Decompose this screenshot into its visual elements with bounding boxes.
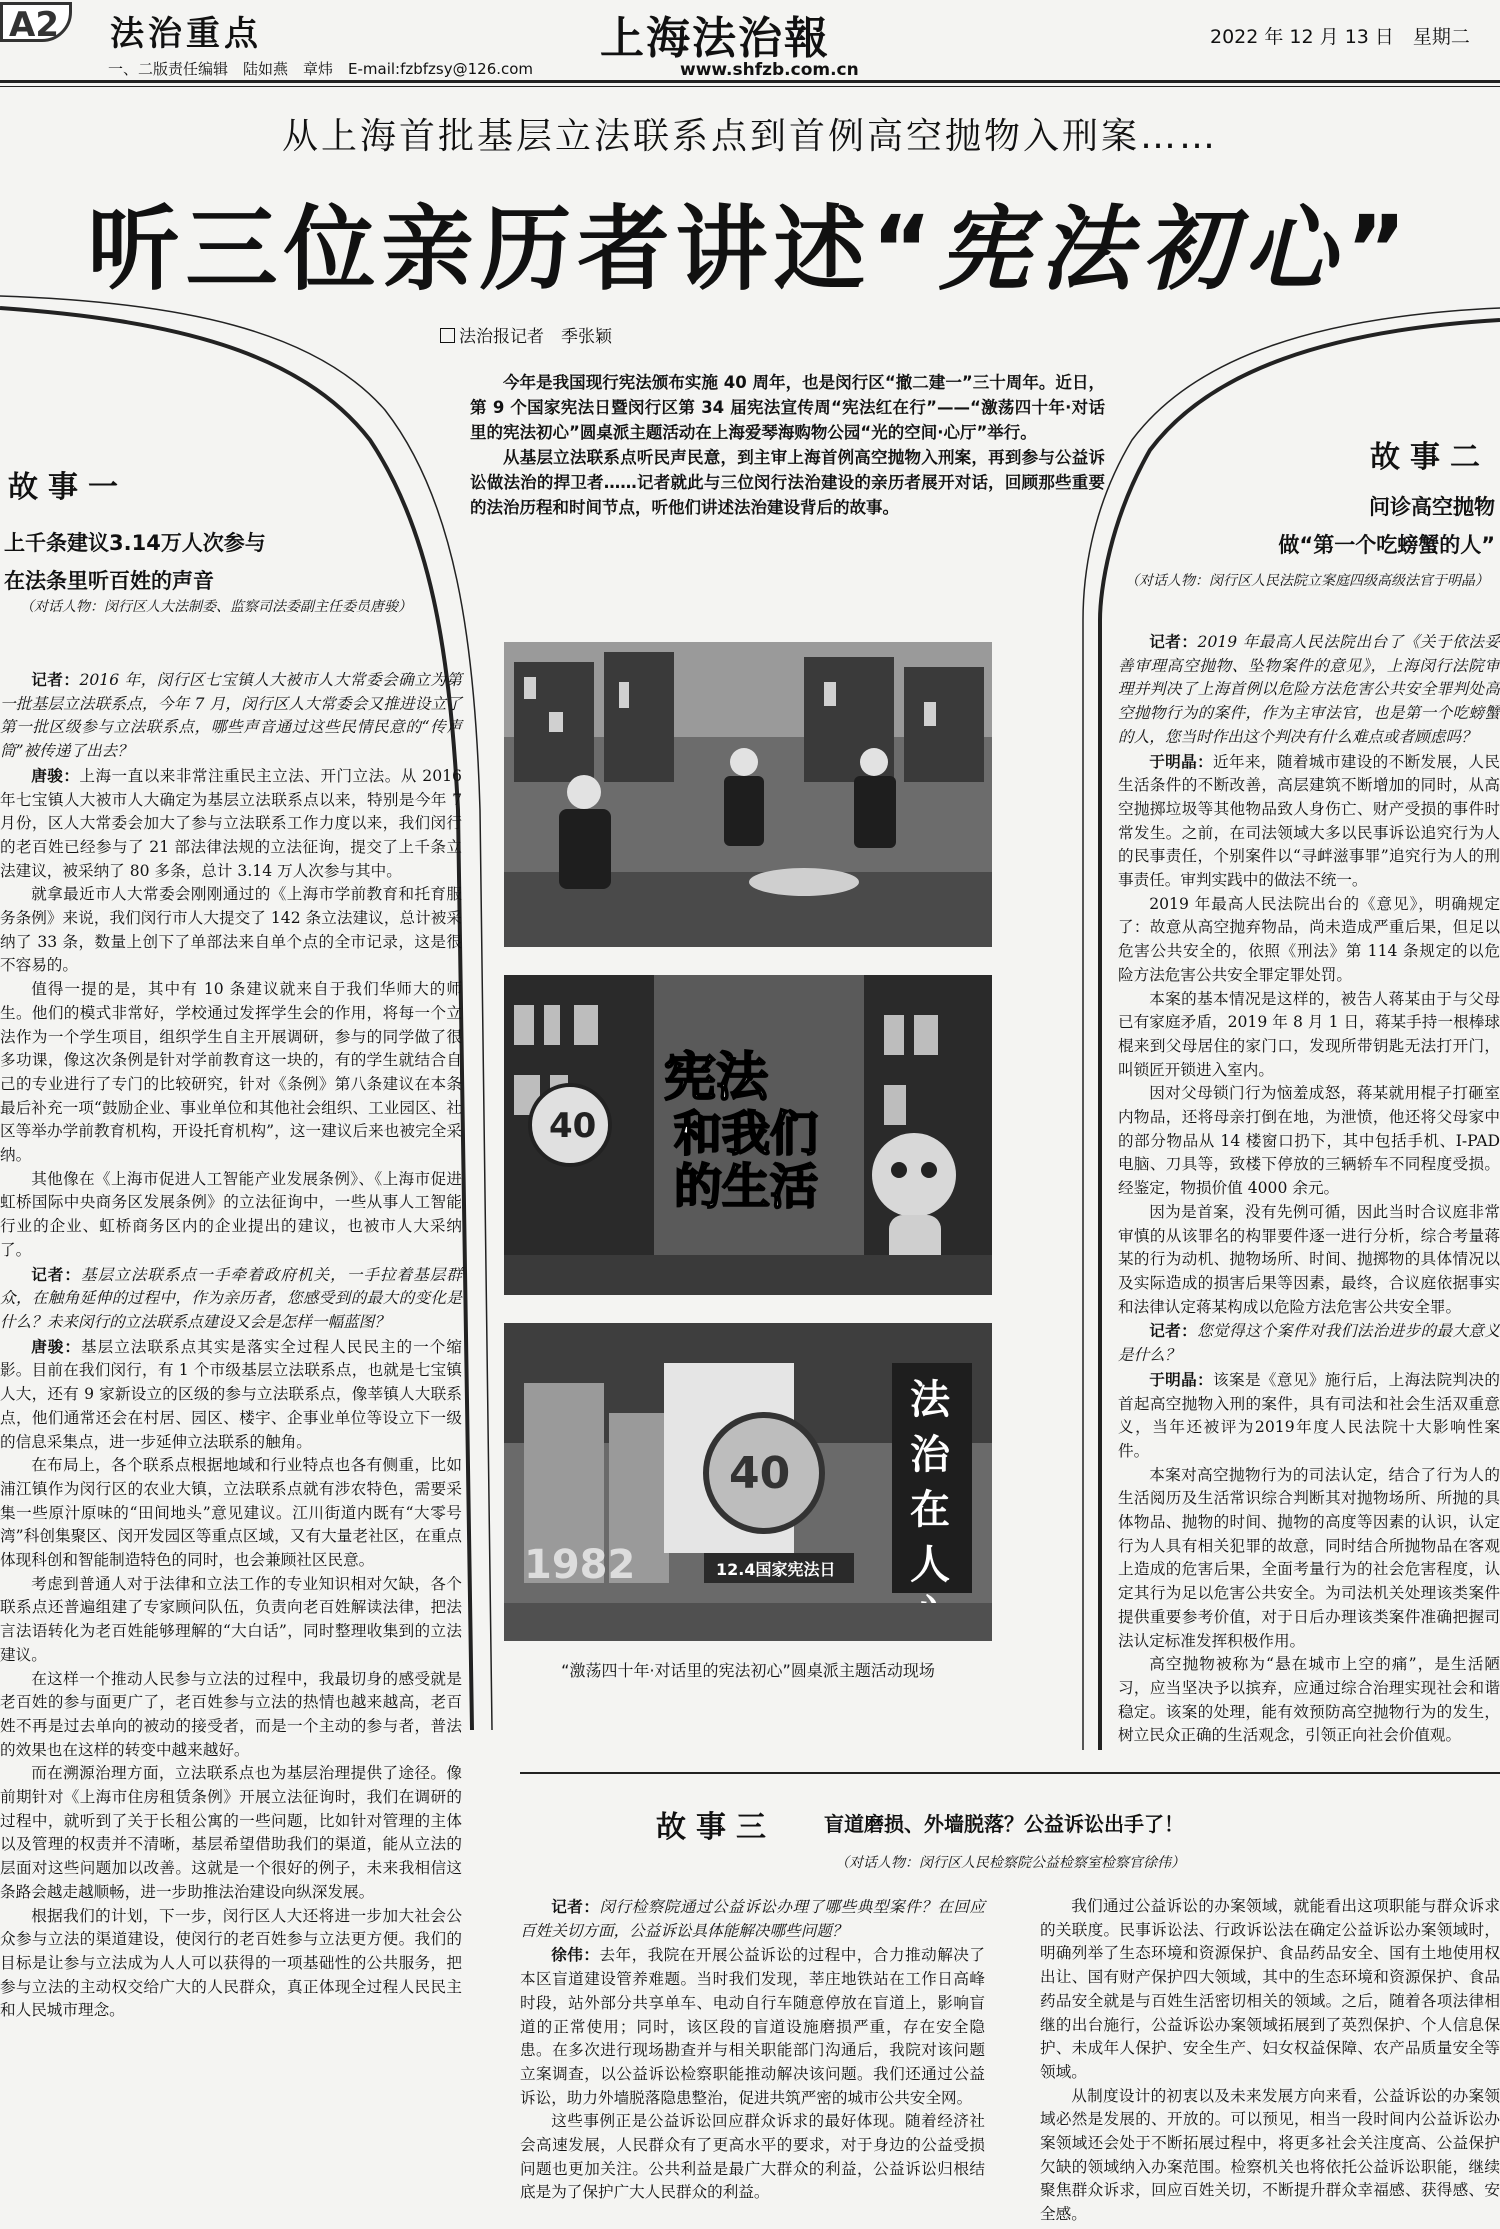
paragraph-text: 而在溯源治理方面，立法联系点也为基层治理提供了途径。像前期针对《上海市住房租赁条例》开展立法征询时，我们在调研的过程中，就听到了关于长租公寓的一些问题，比如针对管理的主体以及管理的权责并不清晰，基层希望借助我们的渠道，能从立法的层面对这些问题加以改善。这就是一个很好的例子，未来我相信这条路会越走越顺畅，进一步助推法治建设向纵深发展。	[0, 1764, 462, 1901]
page-number-badge	[0, 0, 86, 54]
paragraph	[1040, 2085, 1500, 2227]
story3-rule	[520, 1772, 1500, 1774]
paragraph-text: 高空抛物被称为“悬在城市上空的痛”，是生活陋习，应当坚决予以摈弃，应通过综合治理实现社会和谐稳定。该案的处理，能有效预防高空抛物行为的发生，树立民众正确的生活观念，引领正向社会价值观。	[1118, 1655, 1500, 1745]
paragraph	[1118, 750, 1500, 893]
story1-label: 故事一	[8, 470, 128, 505]
paragraph-text: 在布局上，各个联系点根据地域和行业特点也各有侧重，比如浦江镇作为闵行区的农业大镇，立法联系点就有涉农特色，需要采集一些原汁原味的“田间地头”意见建议。江川街道内既有“大零号湾”科创集聚区、闵开发园区等重点区域，又有大量老社区，在重点体现科创和智能制造特色的同时，也会兼顾社区民意。	[0, 1456, 462, 1570]
story2-label: 故事二	[1370, 440, 1490, 475]
story1-interlocutor: （对话人物：闵行区人大法制委、监察司法委副主任委员唐骏）	[20, 599, 412, 615]
speaker-label: 记者：	[1149, 632, 1198, 651]
paragraph	[0, 1573, 462, 1668]
paragraph	[1040, 1895, 1500, 2085]
paragraph	[0, 764, 462, 884]
photo-exhibition-image	[504, 1323, 992, 1641]
photo-constitution-display-image	[504, 975, 992, 1295]
intro-paragraph: 今年是我国现行宪法颁布实施 40 周年，也是闵行区“撤二建一”三十周年。近日，第 9 个国家宪法日暨闵行区第 34 届宪法宣传周“宪法红在行”——“激荡四十年·对话里的宪法初心”圆桌派主题活动在上海爱琴海购物公园“光的空间·心厅”举行。	[470, 373, 1105, 442]
paragraph-text: 去年，我院在开展公益诉讼的过程中，合力推动解决了本区盲道建设管养难题。当时我们发现，莘庄地铁站在工作日高峰时段，站外部分共享单车、电动自行车随意停放在盲道上，影响盲道的正常使用；同时，该区段的盲道设施磨损严重，存在安全隐患。在多次进行现场勘查并与相关职能部门沟通后，我院对该问题立案调查，以公益诉讼检察职能推动解决该问题。我们还通过公益诉讼，助力外墙脱落隐患整治，促进共筑严密的城市公共安全网。	[520, 1946, 985, 2107]
svg-text:人: 人	[910, 1542, 950, 1588]
speaker-label: 于明晶：	[1149, 751, 1214, 771]
story3-column-a	[520, 1895, 985, 2205]
paragraph-text: 近年来，随着城市建设的不断发展，人民生活条件的不断改善，高层建筑不断增加的同时，从高空抛掷垃圾等其他物品致人身伤亡、财产受损的事件时常发生。之前，在司法领域大多以民事诉讼追究行为人的民事责任，个别案件以“寻衅滋事罪”追究行为人的刑事责任。审判实践中的做法不统一。	[1118, 752, 1500, 890]
paragraph-text: 值得一提的是，其中有 10 条建议就来自于我们华师大的师生。他们的模式非常好，学校通过发挥学生会的作用，将每一个立法作为一个学生项目，组织学生自主开展调研，参与的同学做了很多功课，像这次条例是针对学前教育这一块的，有的学生就结合自己的专业进行了专门的比较研究，针对《条例》第八条建议在本条最后补充一项“鼓励企业、事业单位和其他社会组织、工业园区、社区等举办学前教育机构，开设托育机构”，这一建议后来也被完全采纳。	[0, 980, 462, 1165]
photo-roundtable-image	[504, 642, 992, 947]
speaker-label: 唐骏：	[31, 765, 80, 785]
paragraph-text: 基层立法联系点其实是落实全过程人民民主的一个缩影。目前在我们闵行，有 1 个市级基层立法联系点，也就是七宝镇人大，还有 9 家新设立的区级的参与立法联系点，像莘镇人大联系点，他们通常还会在村居、园区、楼宇、企事业单位等设立下一级的信息采集点，进一步延伸立法联系的触角。	[0, 1337, 462, 1451]
story2-heading	[1150, 488, 1495, 564]
paragraph	[1118, 893, 1500, 988]
paragraph	[0, 1335, 462, 1455]
story2-heading-line: 做“第一个吃螃蟹的人”	[1278, 533, 1495, 557]
paragraph-text: 本案的基本情况是这样的，被告人蒋某由于与父母已有家庭矛盾，2019 年 8 月 1 日，蒋某手持一根棒球棍来到父母居住的家门口，发现所带钥匙无法打开门，叫锁匠开锁进入室内。	[1118, 989, 1500, 1079]
paragraph	[0, 668, 462, 764]
speaker-label: 记者：	[31, 1264, 82, 1284]
editors-line: 一、二版责任编辑 陆如燕 章炜 E-mail:fzbfzsy@126.com	[108, 60, 534, 78]
photo-exhibition	[504, 1323, 992, 1641]
paragraph	[0, 1168, 462, 1263]
speaker-label: 记者：	[31, 670, 80, 689]
headline-script: 宪法初心	[937, 195, 1346, 303]
speaker-label: 记者：	[551, 1897, 600, 1916]
paragraph	[0, 1905, 462, 2024]
story2-interlocutor: （对话人物：闵行区人民法院立案庭四级高级法官于明晶）	[1125, 573, 1489, 589]
svg-text:法: 法	[910, 1377, 950, 1423]
page-number: A2	[0, 2, 72, 42]
paragraph-text: 其他像在《上海市促进人工智能产业发展条例》、《上海市促进虹桥国际中央商务区发展条例》的立法征询中，一些从事人工智能行业的企业、虹桥商务区内的企业提出的建议，也被市人大采纳了。	[0, 1169, 462, 1259]
paragraph-text: 2016 年，闵行区七宝镇人大被市人大常委会确立为第一批基层立法联系点，今年 7 月，闵行区人大常委会又推进设立了第一批区级参与立法联系点，哪些声音通过这些民情民意的“传声筒”被传递了出去？	[0, 671, 462, 761]
svg-text:的生活: 的生活	[674, 1159, 819, 1215]
paragraph-text: 本案对高空抛物行为的司法认定，结合了行为人的生活阅历及生活常识综合判断其对抛物场所、所抛的具体物品、抛物的时间、抛物的高度等因素的认识，认定行为人具有相关犯罪的故意，同时结合所抛物品在客观上造成的危害后果，全面考量行为的社会危害程度，认定其行为足以危害公共安全。为司法机关处理该类案件提供重要参考价值，对于日后办理该类案件准确把握司法认定标准发挥积极作用。	[1118, 1465, 1500, 1650]
paragraph-text: 考虑到普通人对于法律和立法工作的专业知识相对欠缺，各个联系点还普遍组建了专家顾问队伍，负责向老百姓解读法律，把法言法语转化为老百姓能够理解的“大白话”，同时整理收集到的立法建议。	[0, 1574, 462, 1664]
speaker-label: 唐骏：	[31, 1336, 82, 1356]
story3-interlocutor: （对话人物：闵行区人民检察院公益检察室检察官徐伟）	[835, 1855, 1185, 1871]
paragraph	[0, 1668, 462, 1763]
paragraph-text: 该案是《意见》施行后，上海法院判决的首起高空抛物入刑的案件，具有司法和社会生活双重意义，当年还被评为2019年度人民法院十大影响性案件。	[1118, 1370, 1500, 1460]
paragraph	[1118, 1082, 1500, 1201]
article-headline	[0, 176, 1500, 308]
svg-text:宪法: 宪法	[664, 1048, 769, 1108]
story1-heading-line: 上千条建议3.14万人次参与	[4, 531, 266, 555]
headline-main: 听三位亲历者讲述“	[87, 196, 938, 303]
paragraph	[1118, 988, 1500, 1083]
speaker-label: 徐伟：	[551, 1945, 600, 1965]
header-rule	[0, 80, 1500, 83]
svg-text:治: 治	[910, 1432, 950, 1478]
photo-caption: “激荡四十年·对话里的宪法初心”圆桌派主题活动现场	[561, 1661, 935, 1680]
svg-text:40: 40	[549, 1106, 597, 1146]
article-byline	[440, 322, 612, 347]
photo3-date: 12.4国家宪法日	[716, 1560, 836, 1579]
paragraph-text: 因为是首案，没有先例可循，因此当时合议庭非常审慎的从该罪名的构罪要件逐一进行分析，综合考量蒋某的行为动机、抛物场所、时间、抛掷物的具体情况以及实际造成的损害后果等因素，最终，合议庭依据事实和法律认定蒋某构成以危险方法危害公共安全罪。	[1118, 1202, 1500, 1316]
paragraph-text: 基层立法联系点一手牵着政府机关，一手拉着基层群众，在触角延伸的过程中，作为亲历者，您感受到的最大的变化是什么？未来闵行的立法联系点建设又会是怎样一幅蓝图？	[0, 1265, 462, 1331]
paragraph	[1118, 1464, 1500, 1654]
paragraph	[1118, 1368, 1500, 1464]
newspaper-masthead: 上海法治報	[600, 13, 830, 64]
paragraph-text: 上海一直以来非常注重民主立法、开门立法。从 2016 年七宝镇人大被市人大确定为基层立法联系点以来，特别是今年 7 月份，区人大常委会加大了参与立法联系工作力度以来，我们闵行的老百姓已经参与了 21 部法律法规的立法征询，提交了上千条立法建议，被采纳了 80 多条，总计 3.14 万人次参与其中。	[0, 766, 462, 880]
newspaper-website[interactable]: www.shfzb.com.cn	[680, 60, 859, 80]
paragraph-text: 2019 年最高人民法院出台的《意见》，明确规定了：故意从高空抛弃物品，尚未造成严重后果，但足以危害公共安全的，依照《刑法》第 114 条规定的以危险方法危害公共安全罪定罪处罚。	[1118, 894, 1500, 984]
paragraph	[0, 1263, 462, 1335]
intro-paragraph: 从基层立法联系点听民声民意，到主审上海首例高空抛物入刑案，再到参与公益诉讼做法治的捍卫者……记者就此与三位闵行法治建设的亲历者展开对话，回顾那些重要的法治历程和时间节点，听他们讲述法治建设背后的故事。	[470, 448, 1105, 517]
paragraph-text: 从制度设计的初衷以及未来发展方向来看，公益诉讼的办案领域必然是发展的、开放的。可以预见，相当一段时间内公益诉讼办案领域还会处于不断拓展过程中，将更多社会关注度高、公益保护欠缺的领域纳入办案范围。检察机关也将依托公益诉讼职能，继续聚焦群众诉求，回应百姓关切，不断提升群众幸福感、获得感、安全感。	[1040, 2086, 1500, 2224]
paragraph-text: 闵行检察院通过公益诉讼办理了哪些典型案件？在回应百姓关切方面，公益诉讼具体能解决哪些问题？	[520, 1898, 985, 1940]
story2-heading-line: 问诊高空抛物	[1369, 495, 1495, 519]
story3-heading: 盲道磨损、外墙脱落？公益诉讼出手了！	[824, 1812, 1184, 1836]
svg-text:在: 在	[910, 1487, 950, 1533]
paragraph-text: 就拿最近市人大常委会刚刚通过的《上海市学前教育和托育服务条例》来说，我们闵行市人大提交了 142 条立法建议，总计被采纳了 33 条，数量上创下了单部法来自单个点的全市记录，这是很不容易的。	[0, 885, 462, 975]
paragraph-text: 根据我们的计划，下一步，闵行区人大还将进一步加大社会公众参与立法的渠道建设，使闵行的老百姓参与立法更方便。我们的目标是让参与立法成为人人可以获得的一项基础性的公共服务，把参与立法的主动权交给广大的人民群众，真正体现全过程人民民主和人民城市理念。	[0, 1906, 462, 2020]
paragraph-text: 在这样一个推动人民参与立法的过程中，我最切身的感受就是老百姓的参与面更广了，老百姓参与立法的热情也越来越高，老百姓不再是过去单向的被动的接受者，而是一个主动的参与者，普法的效果也在这样的转变中越来越好。	[0, 1669, 462, 1759]
paragraph	[0, 1762, 462, 1904]
photo-constitution-display	[504, 975, 992, 1295]
paragraph	[0, 883, 462, 978]
speaker-label: 于明晶：	[1149, 1369, 1214, 1389]
paragraph-text: 因对父母锁门行为恼羞成怒，蒋某就用棍子打砸室内物品，还将母亲打倒在地，为泄愤，他还将父母家中的部分物品从 14 楼窗口扔下，其中包括手机、I-PAD 电脑、刀具等，致楼下停放的三辆轿车不同程度受损。经鉴定，物损价值 4000 余元。	[1118, 1084, 1500, 1198]
byline-box-icon	[440, 328, 455, 343]
header-rule-thin	[0, 86, 1500, 87]
paragraph-text: 2019 年最高人民法院出台了《关于依法妥善审理高空抛物、坠物案件的意见》，上海闵行法院审理并判决了上海首例以危险方法危害公共安全罪判处高空抛物行为的案件，作为主审法官，也是第一个吃螃蟹的人，您当时作出这个判决有什么难点或者顾虑吗？	[1118, 633, 1500, 746]
paragraph-text: 这些事例正是公益诉讼回应群众诉求的最好体现。随着经济社会高速发展，人民群众有了更高水平的要求，对于身边的公益受损问题也更加关注。公共利益是最广大群众的利益，公益诉讼归根结底是为了保护广大人民群众的利益。	[520, 2112, 985, 2202]
headline-end: ”	[1346, 196, 1413, 303]
speaker-label: 记者：	[1149, 1321, 1198, 1341]
story2-column	[1118, 630, 1500, 1748]
issue-date: 2022 年 12 月 13 日 星期二	[1210, 26, 1470, 48]
byline-text: 法治报记者 季张颖	[459, 327, 612, 347]
paragraph	[520, 1943, 985, 2110]
paragraph	[1118, 630, 1500, 750]
paragraph-text: 我们通过公益诉讼的办案领域，就能看出这项职能与群众诉求的关联度。民事诉讼法、行政诉讼法在确定公益诉讼办案领域时，明确列举了生态环境和资源保护、食品药品安全、国有土地使用权出让、国有财产保护四大领域，其中的生态环境和资源保护、食品药品安全就是与百姓生活密切相关的领域。之后，随着各项法律相继的出台施行，公益诉讼办案领域拓展到了英烈保护、个人信息保护、未成年人保护、安全生产、妇女权益保障、农产品质量安全等领域。	[1040, 1897, 1500, 2081]
story1-column	[0, 668, 462, 2023]
paragraph-text: 您觉得这个案件对我们法治进步的最大意义是什么？	[1118, 1322, 1500, 1365]
paragraph	[520, 1895, 985, 1943]
paragraph	[0, 978, 462, 1168]
story3-column-b	[1040, 1895, 1500, 2227]
article-kicker: 从上海首批基层立法联系点到首例高空抛物入刑案……	[281, 116, 1218, 157]
section-title: 法治重点	[110, 14, 262, 54]
story1-heading	[4, 524, 266, 600]
paragraph	[0, 1454, 462, 1573]
article-intro	[470, 370, 1105, 520]
paragraph	[1118, 1201, 1500, 1320]
photo-roundtable	[504, 642, 992, 947]
svg-text:40: 40	[729, 1448, 791, 1499]
story3-label: 故事三	[656, 1810, 776, 1845]
photo3-year: 1982	[524, 1542, 636, 1588]
paragraph	[1118, 1653, 1500, 1748]
svg-text:和我们: 和我们	[674, 1106, 819, 1162]
story1-heading-line: 在法条里听百姓的声音	[4, 569, 214, 593]
paragraph	[1118, 1319, 1500, 1367]
paragraph	[520, 2110, 985, 2205]
